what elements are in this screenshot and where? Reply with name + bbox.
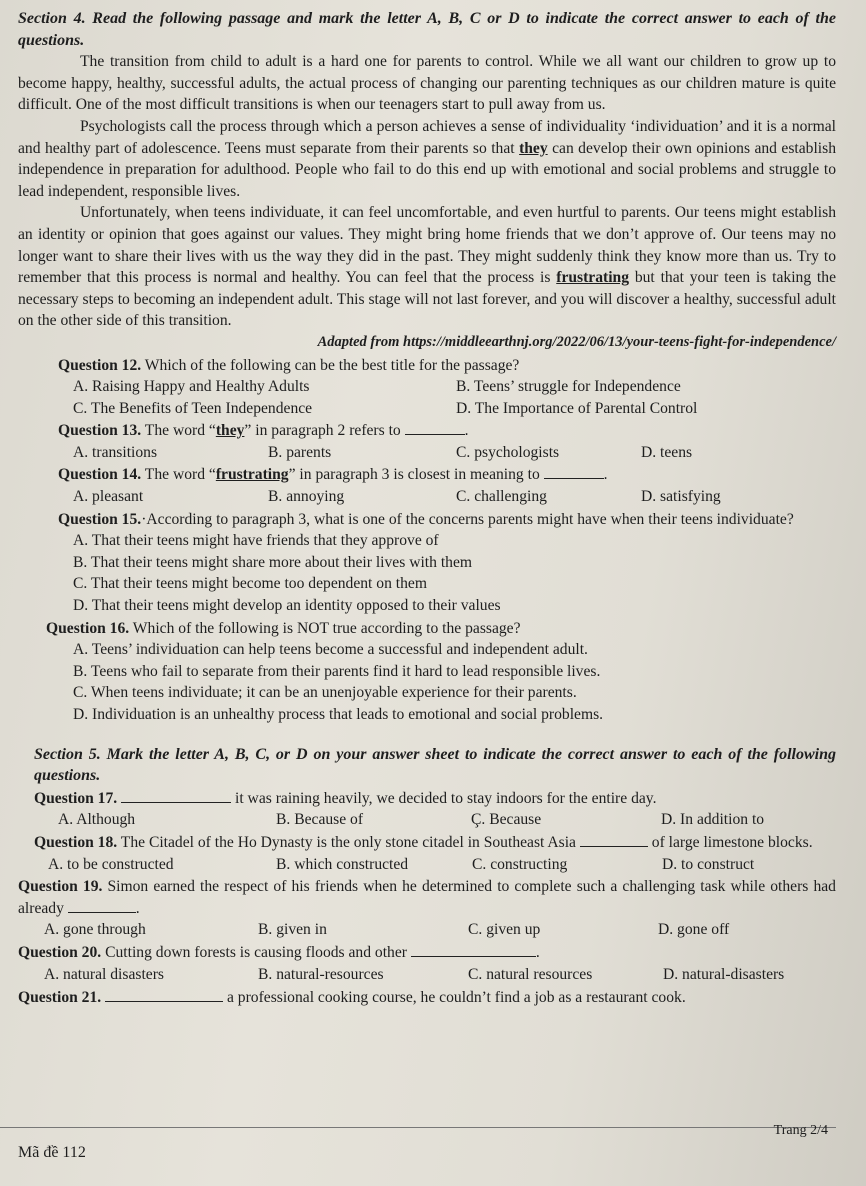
- q21-blank: [105, 987, 223, 1002]
- q19-option-a[interactable]: A. gone through: [44, 921, 146, 939]
- q18-option-d[interactable]: D. to construct: [662, 855, 755, 873]
- question-16: Question 16. Which of the following is NOT true according to the passage?: [46, 619, 521, 637]
- q12-option-d[interactable]: D. The Importance of Parental Control: [456, 399, 698, 417]
- footer-divider: [0, 1127, 836, 1128]
- q17-option-b[interactable]: B. Because of: [276, 811, 364, 829]
- q18-options: [18, 854, 836, 876]
- q14-options: [18, 486, 836, 508]
- q15-option-c[interactable]: C. That their teens might become too dependent on them: [73, 575, 427, 593]
- q14-option-b[interactable]: B. annoying: [268, 488, 345, 506]
- question-17: Question 17. it was raining heavily, we decided to stay indoors for the entire day.: [34, 789, 657, 807]
- q20-option-b[interactable]: B. natural-resources: [258, 965, 384, 983]
- q12-option-c[interactable]: C. The Benefits of Teen Independence: [73, 399, 313, 417]
- q17-option-a[interactable]: A. Although: [58, 811, 136, 829]
- section5-header: Section 5. Mark the letter A, B, C, or D on your answer sheet to indicate the correct answer to each of the following questions.: [34, 745, 836, 785]
- q12-option-b[interactable]: B. Teens’ struggle for Independence: [456, 378, 681, 396]
- q15-option-d[interactable]: D. That their teens might develop an identity opposed to their values: [73, 597, 501, 615]
- q20-options: [18, 964, 836, 986]
- q18-option-a[interactable]: A. to be constructed: [48, 855, 174, 873]
- q19-option-b[interactable]: B. given in: [258, 921, 327, 939]
- page-number: Trang 2/4: [773, 1123, 828, 1138]
- q19-option-d[interactable]: D. gone off: [658, 921, 730, 939]
- q18-blank: [580, 832, 648, 847]
- q14-blank: [544, 464, 604, 479]
- q12-options-row1: [18, 376, 836, 398]
- q16-option-b[interactable]: B. Teens who fail to separate from their parents find it hard to lead responsible lives.: [73, 662, 601, 680]
- q16-option-d[interactable]: D. Individuation is an unhealthy process that leads to emotional and social problems.: [73, 706, 604, 723]
- exam-code: Mã đề 112: [18, 1144, 86, 1161]
- question-13: Question 13. The word “they” in paragraph 2 refers to .: [58, 422, 469, 440]
- question-12: Question 12. Which of the following can be the best title for the passage?: [58, 356, 520, 374]
- q13-option-b[interactable]: B. parents: [268, 443, 332, 461]
- q13-option-a[interactable]: A. transitions: [73, 443, 158, 461]
- passage-paragraph-2: Psychologists call the process through which a person achieves a sense of individuality ‘individuation’ and it is a normal and healthy part of adolescence. Teens must separate from their parents so that they can develop their own opinions and establish independence in preparation for adulthood. People who fail to do this end up with emotional and social problems and struggle to lead independent, responsible lives.: [18, 117, 836, 200]
- question-14: Question 14. The word “frustrating” in paragraph 3 is closest in meaning to .: [58, 466, 608, 484]
- q14-option-a[interactable]: A. pleasant: [73, 488, 144, 506]
- q19-option-c[interactable]: C. given up: [468, 921, 541, 939]
- q18-option-c[interactable]: C. constructing: [472, 855, 568, 873]
- q20-blank: [411, 942, 536, 957]
- q13-option-c[interactable]: C. psychologists: [456, 443, 560, 461]
- q14-option-c[interactable]: C. challenging: [456, 488, 547, 506]
- q20-option-a[interactable]: A. natural disasters: [44, 965, 164, 983]
- q12-option-a[interactable]: A. Raising Happy and Healthy Adults: [73, 378, 310, 396]
- question-19: Question 19. Simon earned the respect of his friends when he determined to complete such a challenging task while others had already .: [18, 878, 836, 917]
- q17-option-d[interactable]: D. In addition to: [661, 811, 765, 829]
- question-18: Question 18. The Citadel of the Ho Dynasty is the only stone citadel in Southeast Asia of large limestone blocks.: [34, 833, 813, 851]
- q17-option-c[interactable]: Ç. Because: [471, 811, 542, 829]
- q17-options: [18, 809, 836, 831]
- question-21: Question 21. a professional cooking course, he couldn’t find a job as a restaurant cook.: [18, 989, 686, 1007]
- q13-options: [18, 442, 836, 464]
- q19-options: [18, 919, 836, 941]
- q20-option-d[interactable]: D. natural-disasters: [663, 965, 785, 983]
- section4-header: Section 4. Read the following passage and mark the letter A, B, C or D to indicate the correct answer to each of the questions.: [18, 10, 836, 49]
- q16-option-c[interactable]: C. When teens individuate; it can be an unenjoyable experience for their parents.: [73, 684, 577, 702]
- q20-option-c[interactable]: C. natural resources: [468, 965, 593, 983]
- q18-option-b[interactable]: B. which constructed: [276, 855, 409, 873]
- question-15: Question 15.·According to paragraph 3, what is one of the concerns parents might have when their teens individuate?: [58, 510, 794, 528]
- q19-blank: [68, 898, 136, 913]
- q13-blank: [405, 420, 465, 435]
- q13-option-d[interactable]: D. teens: [641, 443, 693, 461]
- q15-option-a[interactable]: A. That their teens might have friends that they approve of: [73, 532, 439, 550]
- passage-source: Adapted from https://middleearthnj.org/2022/06/13/your-teens-fight-for-independence/: [317, 333, 836, 350]
- question-20: Question 20. Cutting down forests is causing floods and other .: [18, 943, 540, 961]
- q12-options-row2: [18, 398, 836, 420]
- q16-option-a[interactable]: A. Teens’ individuation can help teens become a successful and independent adult.: [73, 641, 588, 659]
- q15-option-b[interactable]: B. That their teens might share more about their lives with them: [73, 553, 472, 571]
- q14-option-d[interactable]: D. satisfying: [641, 488, 721, 506]
- passage-paragraph-1: The transition from child to adult is a hard one for parents to control. While we all want our children to grow up to become happy, healthy, successful adults, the actual process of changing our parenting techniques as our children mature is quite difficult. One of the most difficult transitions is when our teenagers start to pull away from us.: [18, 53, 836, 114]
- passage-paragraph-3: Unfortunately, when teens individuate, it can feel uncomfortable, and even hurtful to parents. Our teens might establish an identity or opinion that goes against our values. They might bring home friends that we don’t approve of. Our teens may no longer want to share their lives with us the way they did in the past. They might suddenly think they know more than us. Try to remember that this process is normal and healthy. You can feel that the process is frustrating but that your teen is taking the necessary steps to becoming an independent adult. This stage will not last forever, and you will discover a healthy, successful adult on the other side of this transition.: [18, 204, 836, 330]
- q17-blank: [121, 788, 231, 803]
